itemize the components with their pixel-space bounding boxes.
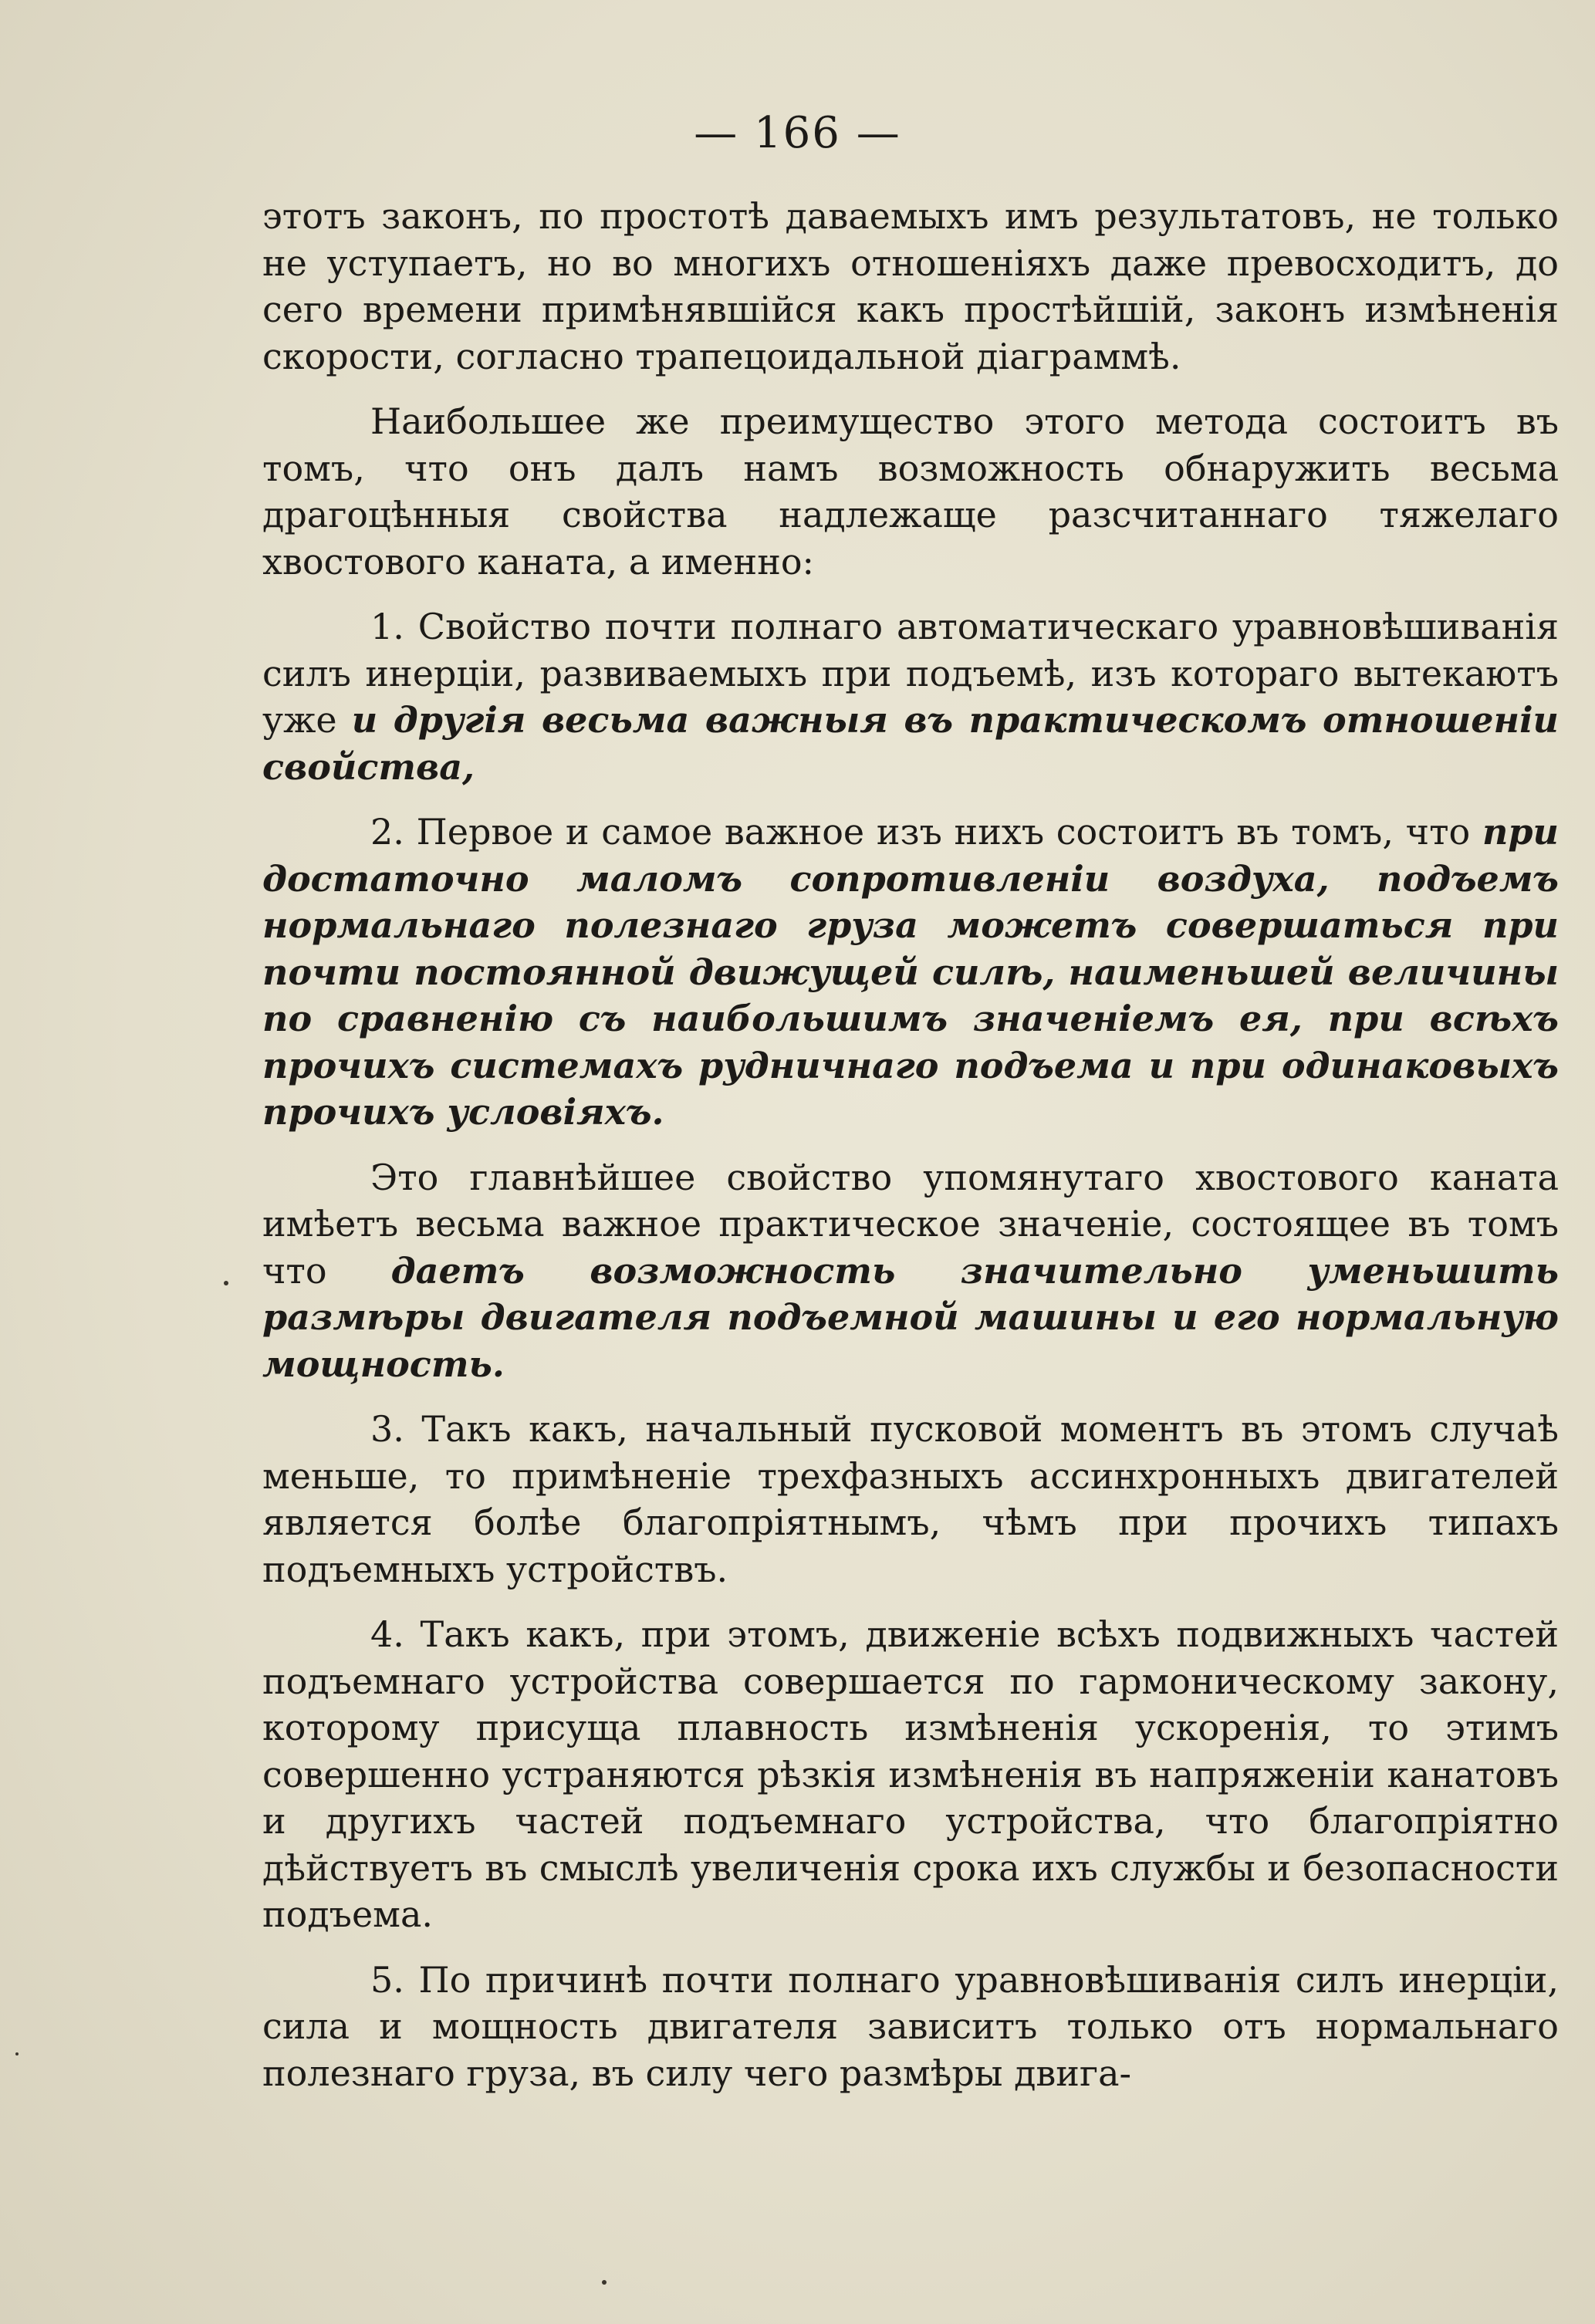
item-1-text: 1. Свойство почти полнаго автоматическаго уравновѣшиванія силъ инерціи, развиваемыхъ при подъемѣ, изъ котораго вытекаютъ уже <box>262 606 1559 741</box>
paragraph-item-1 <box>262 603 1559 790</box>
paragraph-main-property <box>262 1154 1559 1388</box>
paragraph-continuation: этотъ законъ, по простотѣ даваемыхъ имъ результатовъ, не только не уступаетъ, но во многихъ отношеніяхъ даже превосходитъ, до сего времени примѣнявшійся какъ простѣйшій, законъ измѣненія скорости, согласно трапецоидальной діаграммѣ. <box>262 195 1559 377</box>
item-2-text: 2. Первое и самое важное изъ нихъ состоитъ въ томъ, что <box>370 811 1482 853</box>
page-number: — 166 — <box>694 108 901 158</box>
body-text <box>262 193 1559 2115</box>
item-2-emphasis: при достаточно маломъ сопротивленіи воздуха, подъемъ нормальнаго полезнаго груза можетъ совершаться при почти постоянной движущей силѣ, наименьшей величины по сравненію съ наибольшимъ значеніемъ ея, при всѣхъ прочихъ системахъ рудничнаго подъема и при одинаковыхъ прочихъ условіяхъ. <box>262 811 1559 1133</box>
paper-speck <box>602 2280 607 2285</box>
paragraph-advantage: Наибольшее же преимущество этого метода состоитъ въ томъ, что онъ далъ намъ возможность обнаружить весьма драгоцѣнныя свойства надлежаще разсчитаннаго тяжелаго хвостового каната, а именно: <box>262 400 1559 583</box>
main-property-emphasis: даетъ возможность значительно уменьшить размѣры двигателя подъемной машины и его нормальную мощность. <box>262 1249 1559 1385</box>
paper-speck <box>15 2052 19 2055</box>
main-property-text: Это главнѣйшее свойство упомянутаго хвостового каната имѣетъ весьма важное практическое значеніе, состоящее въ томъ что <box>262 1156 1559 1292</box>
paragraph-item-5: 5. По причинѣ почти полнаго уравновѣшиванія силъ инерціи, сила и мощность двигателя зависитъ только отъ нормальнаго полезнаго груза, въ силу чего размѣры двига- <box>262 1958 1559 2094</box>
paper-speck <box>224 1281 228 1285</box>
paragraph-item-2 <box>262 809 1559 1136</box>
paragraph-item-4: 4. Такъ какъ, при этомъ, движеніе всѣхъ подвижныхъ частей подъемнаго устройства совершается по гармоническому закону, которому присуща плавность измѣненія ускоренія, то этимъ совершенно устраняются рѣзкія измѣненія въ напряженіи канатовъ и другихъ частей подъемнаго устройства, что благопріятно дѣйствуетъ въ смыслѣ увеличенія срока ихъ службы и безопасности подъема. <box>262 1613 1559 1935</box>
item-1-emphasis: и другія весьма важныя въ практическомъ отношеніи свойства, <box>262 699 1560 788</box>
paragraph-item-3: 3. Такъ какъ, начальный пусковой моментъ въ этомъ случаѣ меньше, то примѣненіе трехфазныхъ ассинхронныхъ двигателей является болѣе благопріятнымъ, чѣмъ при прочихъ типахъ подъемныхъ устройствъ. <box>262 1408 1559 1590</box>
